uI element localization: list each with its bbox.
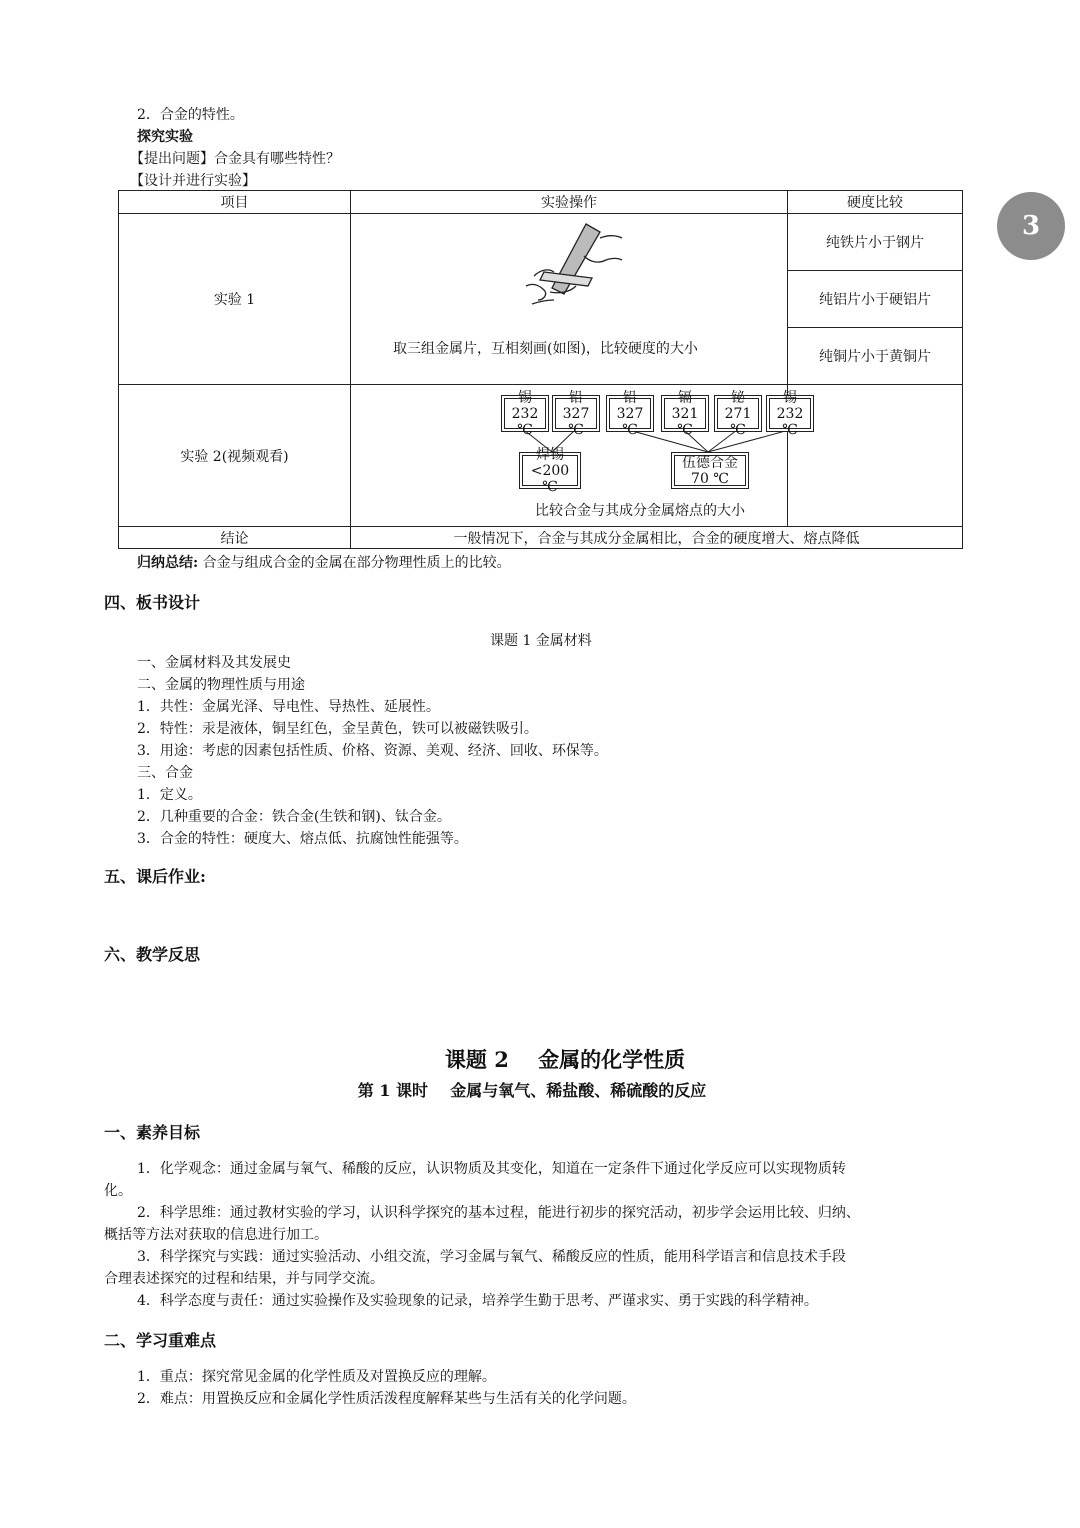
metal-temp: 327 ℃ <box>562 405 590 438</box>
board-line-9: 3．合金的特性：硬度大、熔点低、抗腐蚀性能强等。 <box>137 831 468 847</box>
metal-box-bismuth <box>714 389 762 438</box>
key-point-2: 2．难点：用置换反应和金属化学性质活泼程度解释某些与生活有关的化学问题。 <box>137 1391 636 1407</box>
metal-temp: 321 ℃ <box>671 405 699 438</box>
board-line-4: 2．特性：汞是液体，铜呈红色，金呈黄色，铁可以被磁铁吸引。 <box>137 721 538 737</box>
lesson2-title: 课题 2 金属的化学性质 <box>444 1047 686 1072</box>
alloy-box-solder <box>519 446 581 495</box>
goal-3-line-1: 3．科学探究与实践：通过实验活动、小组交流，学习金属与氧气、稀酸反应的性质，能用科学语言和信息技术手段 <box>137 1249 846 1265</box>
page-number-badge: 3 <box>997 192 1065 260</box>
summary-text: 合金与组成合金的金属在部分物理性质上的比较。 <box>202 555 511 571</box>
board-line-1: 一、金属材料及其发展史 <box>137 655 291 671</box>
design-label: 【设计并进行实验】 <box>130 173 256 189</box>
board-topic: 课题 1 金属材料 <box>490 633 592 649</box>
alloy-temp: <200 ℃ <box>530 462 570 495</box>
conclusion-text: 一般情况下，合金与其成分金属相比，合金的硬度增大、熔点降低 <box>351 527 963 549</box>
metal-name: 锡 <box>518 389 532 406</box>
alloy-name: 伍德合金 <box>682 454 738 471</box>
goal-1-line-1: 1．化学观念：通过金属与氧气、稀酸的反应，认识物质及其变化，知道在一定条件下通过化学反应可以实现物质转 <box>137 1161 846 1177</box>
header-operation: 实验操作 <box>351 191 788 214</box>
exp1-caption: 取三组金属片，互相刻画(如图)，比较硬度的大小 <box>393 341 698 357</box>
metal-temp: 327 ℃ <box>616 405 644 438</box>
conclusion-label: 结论 <box>119 527 351 549</box>
board-line-2: 二、金属的物理性质与用途 <box>137 677 305 693</box>
metal-name: 镉 <box>678 389 692 406</box>
alloy-box-wood-metal <box>671 452 749 489</box>
header-hardness: 硬度比较 <box>788 191 963 214</box>
experiment-table <box>118 190 963 549</box>
exp1-label: 实验 1 <box>119 214 351 385</box>
exp2-caption: 比较合金与其成分金属熔点的大小 <box>535 503 745 519</box>
scratch-test-illustration <box>514 216 634 308</box>
alloy-name: 焊锡 <box>536 446 564 463</box>
metal-name: 铋 <box>731 389 745 406</box>
summary-label: 归纳总结: <box>137 555 199 571</box>
metal-temp: 271 ℃ <box>724 405 752 438</box>
metal-box-cadmium <box>661 389 709 438</box>
reflection-title: 六、教学反思 <box>104 945 201 964</box>
metal-box-tin-2 <box>766 389 814 438</box>
metal-temp: 232 ℃ <box>776 405 804 438</box>
alloy-intro: 2．合金的特性。 <box>137 107 244 123</box>
metal-temp: 232 ℃ <box>511 405 539 438</box>
hardness-3: 纯铜片小于黄铜片 <box>788 328 963 385</box>
metal-box-lead-2 <box>606 389 654 438</box>
alloy-temp: 70 ℃ <box>691 470 729 487</box>
goal-2-line-1: 2．科学思维：通过教材实验的学习，认识科学探究的基本过程，能进行初步的探究活动，初步学会运用比较、归纳、 <box>137 1205 860 1221</box>
question: 【提出问题】合金具有哪些特性？ <box>130 151 340 167</box>
goals-title: 一、素养目标 <box>104 1123 201 1142</box>
homework-title: 五、课后作业: <box>104 867 206 886</box>
exp1-operation <box>351 214 788 385</box>
goal-2-line-2: 概括等方法对获取的信息进行加工。 <box>104 1227 328 1243</box>
goal-1-line-2: 化。 <box>104 1183 132 1199</box>
board-line-7: 1．定义。 <box>137 787 202 803</box>
board-line-5: 3．用途：考虑的因素包括性质、价格、资源、美观、经济、回收、环保等。 <box>137 743 608 759</box>
hardness-1: 纯铁片小于钢片 <box>788 214 963 271</box>
metal-box-tin-1 <box>501 389 549 438</box>
goal-3-line-2: 合理表述探究的过程和结果，并与同学交流。 <box>104 1271 384 1287</box>
inquiry-title: 探究实验 <box>137 129 193 145</box>
exp2-label: 实验 2(视频观看) <box>119 385 351 527</box>
lesson2-subtitle: 第 1 课时 金属与氧气、稀盐酸、稀硫酸的反应 <box>357 1081 707 1100</box>
board-line-8: 2．几种重要的合金：铁合金(生铁和钢)、钛合金。 <box>137 809 451 825</box>
header-item: 项目 <box>119 191 351 214</box>
board-line-6: 三、合金 <box>137 765 193 781</box>
metal-name: 锡 <box>783 389 797 406</box>
metal-box-lead-1 <box>552 389 600 438</box>
goal-4-line-1: 4．科学态度与责任：通过实验操作及实验现象的记录，培养学生勤于思考、严谨求实、勇于实践的科学精神。 <box>137 1293 818 1309</box>
summary <box>137 552 511 572</box>
board-line-3: 1．共性：金属光泽、导电性、导热性、延展性。 <box>137 699 440 715</box>
metal-name: 铅 <box>623 389 637 406</box>
key-point-1: 1．重点：探究常见金属的化学性质及对置换反应的理解。 <box>137 1369 496 1385</box>
metal-name: 铅 <box>569 389 583 406</box>
exp2-operation <box>351 385 804 527</box>
key-title: 二、学习重难点 <box>104 1331 217 1350</box>
board-title: 四、板书设计 <box>104 593 201 612</box>
hardness-2: 纯铝片小于硬铝片 <box>788 271 963 328</box>
